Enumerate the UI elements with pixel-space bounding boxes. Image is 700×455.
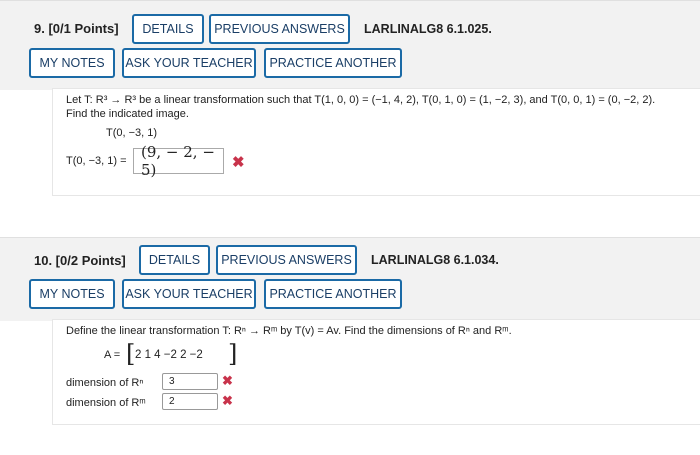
- details-button[interactable]: DETAILS: [139, 245, 210, 275]
- previous-answers-button[interactable]: PREVIOUS ANSWERS: [209, 14, 350, 44]
- question-9-prompt: T(0, −3, 1): [106, 127, 158, 139]
- ask-teacher-button[interactable]: ASK YOUR TEACHER: [122, 279, 256, 309]
- question-code: LARLINALG8 6.1.034.: [371, 253, 499, 267]
- matrix-label: A =: [104, 349, 121, 361]
- my-notes-button[interactable]: MY NOTES: [29, 48, 115, 78]
- question-9-statement: Let T: R³ → R³ be a linear transformation such that T(1, 0, 0) = (−1, 4, 2), T(0, 1, 0) = (1, −2, 3), and T(0, 0, 1) = (0, −2, 2).: [66, 94, 656, 106]
- practice-another-button[interactable]: PRACTICE ANOTHER: [264, 48, 402, 78]
- dim-n-input[interactable]: 3: [162, 373, 218, 390]
- question-9-points: 9. [0/1 Points]: [34, 21, 119, 36]
- incorrect-x-icon: ✖: [222, 373, 233, 388]
- matrix-row: 2 1 4 −2 2 −2: [135, 349, 203, 361]
- previous-answers-button[interactable]: PREVIOUS ANSWERS: [216, 245, 357, 275]
- question-10-statement: Define the linear transformation T: Rⁿ → Rᵐ by T(v) = Av. Find the dimensions of Rⁿ and Rᵐ.: [66, 325, 512, 337]
- dim-n-label: dimension of Rⁿ: [66, 377, 144, 389]
- ask-teacher-button[interactable]: ASK YOUR TEACHER: [122, 48, 256, 78]
- question-10-points: 10. [0/2 Points]: [34, 253, 126, 268]
- matrix-left-bracket: [: [126, 340, 136, 368]
- my-notes-button[interactable]: MY NOTES: [29, 279, 115, 309]
- answer-input[interactable]: (9, − 2, − 5): [133, 148, 224, 174]
- dim-m-label: dimension of Rᵐ: [66, 397, 146, 409]
- incorrect-x-icon: ✖: [232, 154, 245, 171]
- answer-label: T(0, −3, 1) =: [66, 155, 127, 167]
- dim-m-input[interactable]: 2: [162, 393, 218, 410]
- practice-another-button[interactable]: PRACTICE ANOTHER: [264, 279, 402, 309]
- incorrect-x-icon: ✖: [222, 393, 233, 408]
- matrix-right-bracket: ]: [228, 340, 238, 368]
- details-button[interactable]: DETAILS: [132, 14, 204, 44]
- question-9-instruction: Find the indicated image.: [66, 108, 189, 120]
- question-code: LARLINALG8 6.1.025.: [364, 22, 492, 36]
